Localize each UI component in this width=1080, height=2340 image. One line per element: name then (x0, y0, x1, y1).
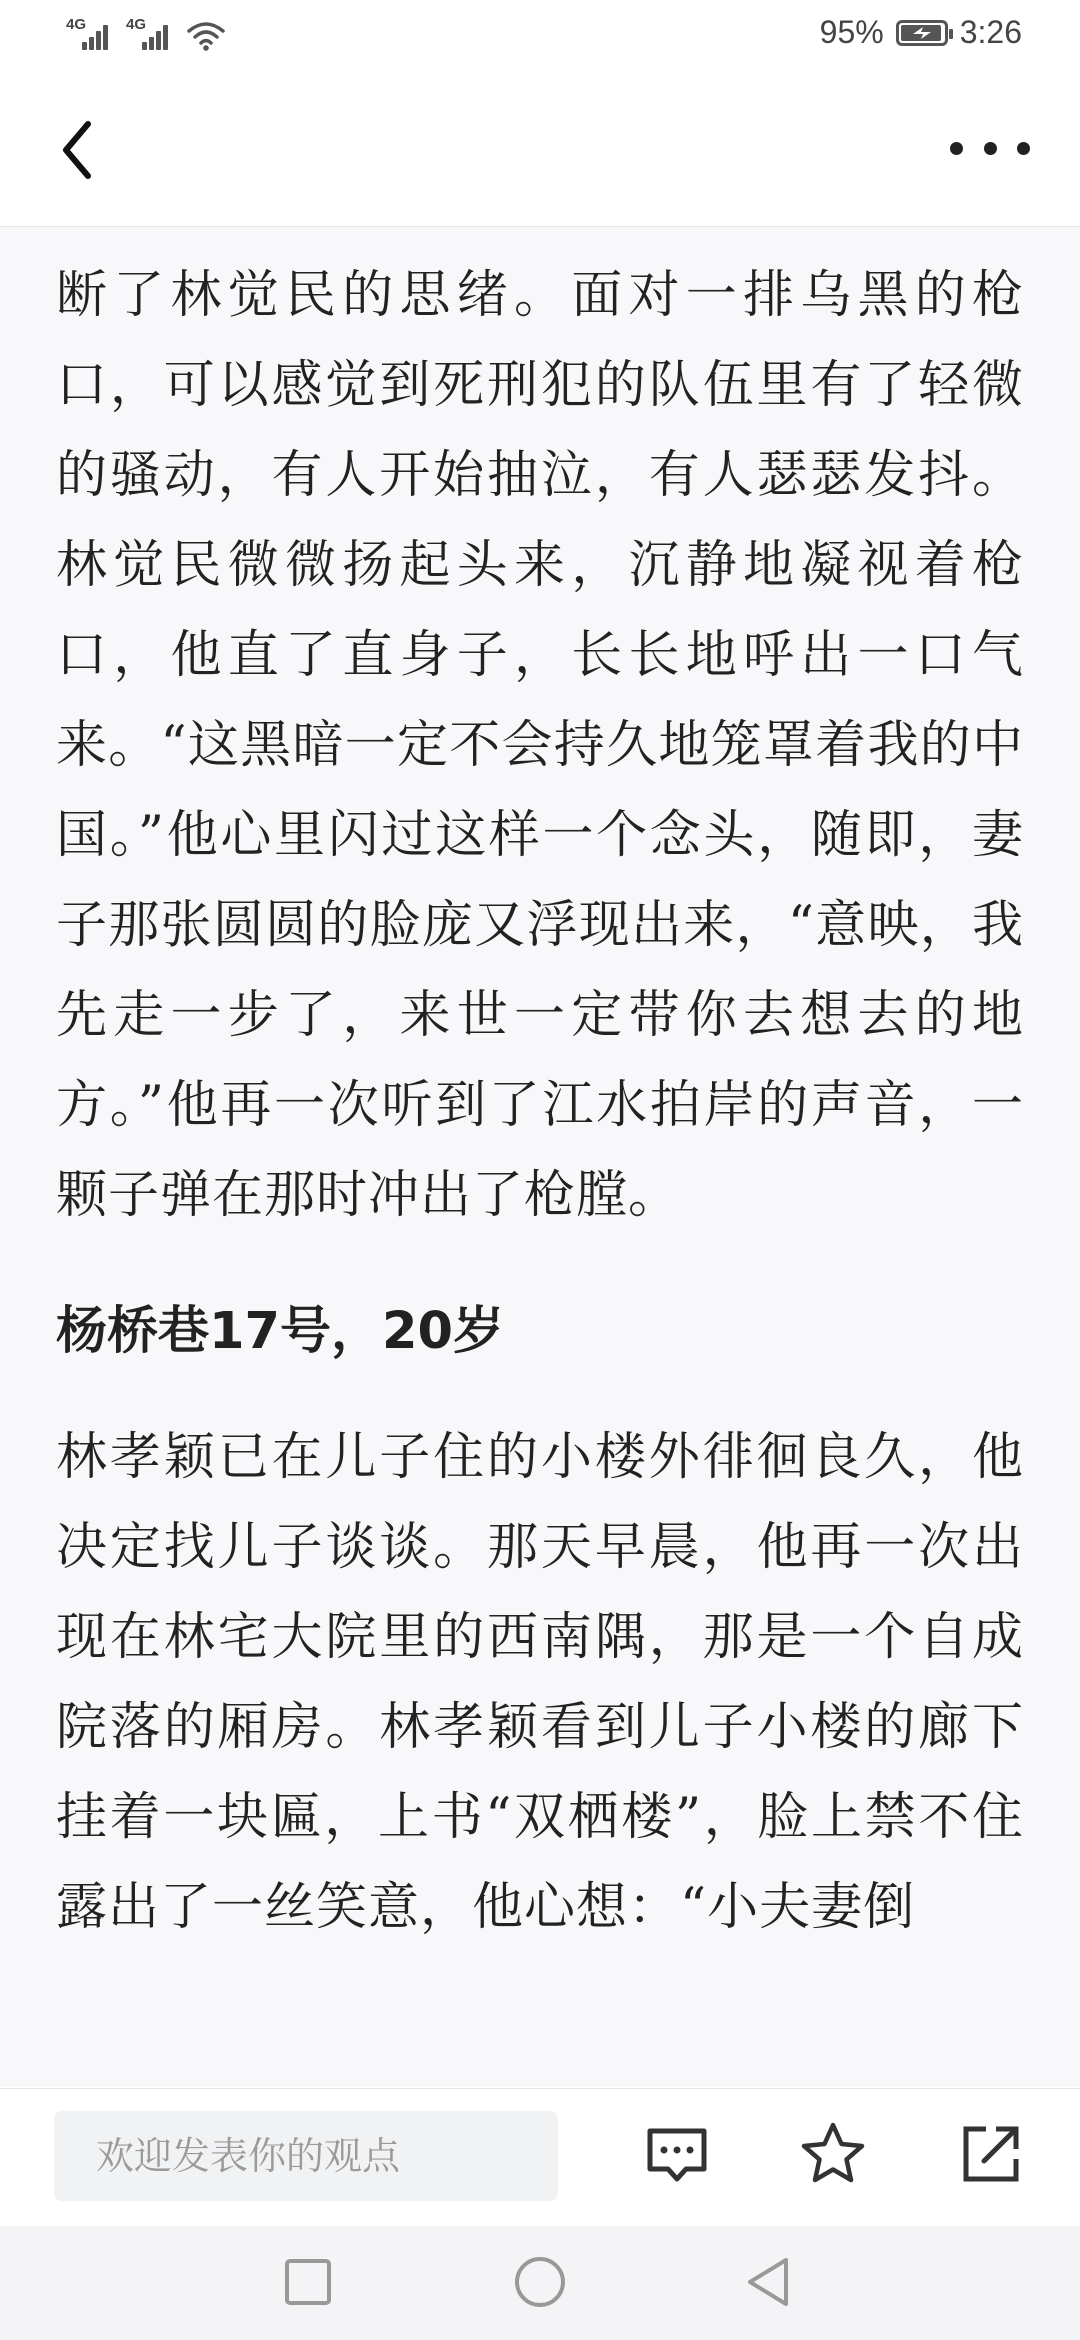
wifi-icon (186, 20, 226, 52)
more-options-button[interactable] (950, 128, 1030, 168)
system-back-button[interactable] (738, 2252, 798, 2312)
charging-bolt-icon (911, 24, 933, 42)
status-bar (0, 0, 1080, 72)
more-horizontal-icon (950, 142, 963, 155)
favorite-button[interactable] (798, 2119, 868, 2189)
clock-time: 3:26 (959, 14, 1022, 50)
article-paragraph-2: 林孝颖已在儿子住的小楼外徘徊良久，他决定找儿子谈谈。那天早晨，他再一次出现在林宅大院里的西南隅，那是一个自成院落的厢房。林孝颖看到儿子小楼的廊下挂着一块匾，上书“双栖楼”，脸上禁不住露出了一丝笑意，他心想：“小夫妻倒 (56, 1428, 1024, 1937)
battery-icon (896, 20, 948, 46)
more-dot (984, 142, 997, 155)
home-button[interactable] (510, 2252, 570, 2312)
comments-button[interactable] (642, 2119, 712, 2189)
star-icon (798, 2119, 868, 2189)
more-dot (1017, 142, 1030, 155)
article-content[interactable] (0, 227, 1080, 2087)
bottom-action-bar (0, 2088, 1080, 2227)
article-paragraph: 断了林觉民的思绪。面对一排乌黑的枪口，可以感觉到死刑犯的队伍里有了轻微的骚动，有人开始抽泣，有人瑟瑟发抖。林觉民微微扬起头来，沉静地凝视着枪口，他直了直身子，长长地呼出一口气来。“这黑暗一定不会持久地笼罩着我的中国。”他心里闪过这样一个念头，随即，妻子那张圆圆的脸庞又浮现出来，“意映，我先走一步了，来世一定带你去想去的地方。”他再一次听到了江水拍岸的声音，一颗子弹在那时冲出了枪膛。 (56, 266, 1024, 1225)
back-button[interactable] (54, 112, 124, 188)
network-type-label-2: 4G (126, 16, 147, 33)
circle-icon (510, 2252, 570, 2312)
chevron-left-icon (54, 112, 124, 188)
square-icon (278, 2252, 338, 2312)
status-icons-left (66, 16, 226, 52)
cellular-signal-icon (66, 16, 112, 52)
battery-percent: 95% (819, 14, 884, 50)
top-navigation-bar (0, 72, 1080, 227)
triangle-back-icon (738, 2252, 798, 2312)
system-navigation-bar (0, 2226, 1080, 2340)
comment-input[interactable] (54, 2111, 558, 2201)
network-type-label: 4G (66, 16, 87, 33)
recent-apps-button[interactable] (278, 2252, 338, 2312)
section-heading: 杨桥巷17号，20岁 (56, 1302, 504, 1361)
status-icons-right (820, 14, 1022, 51)
comment-icon (642, 2119, 712, 2189)
share-button[interactable] (956, 2119, 1026, 2189)
cellular-signal-icon-2 (126, 16, 172, 52)
share-icon (956, 2119, 1026, 2189)
